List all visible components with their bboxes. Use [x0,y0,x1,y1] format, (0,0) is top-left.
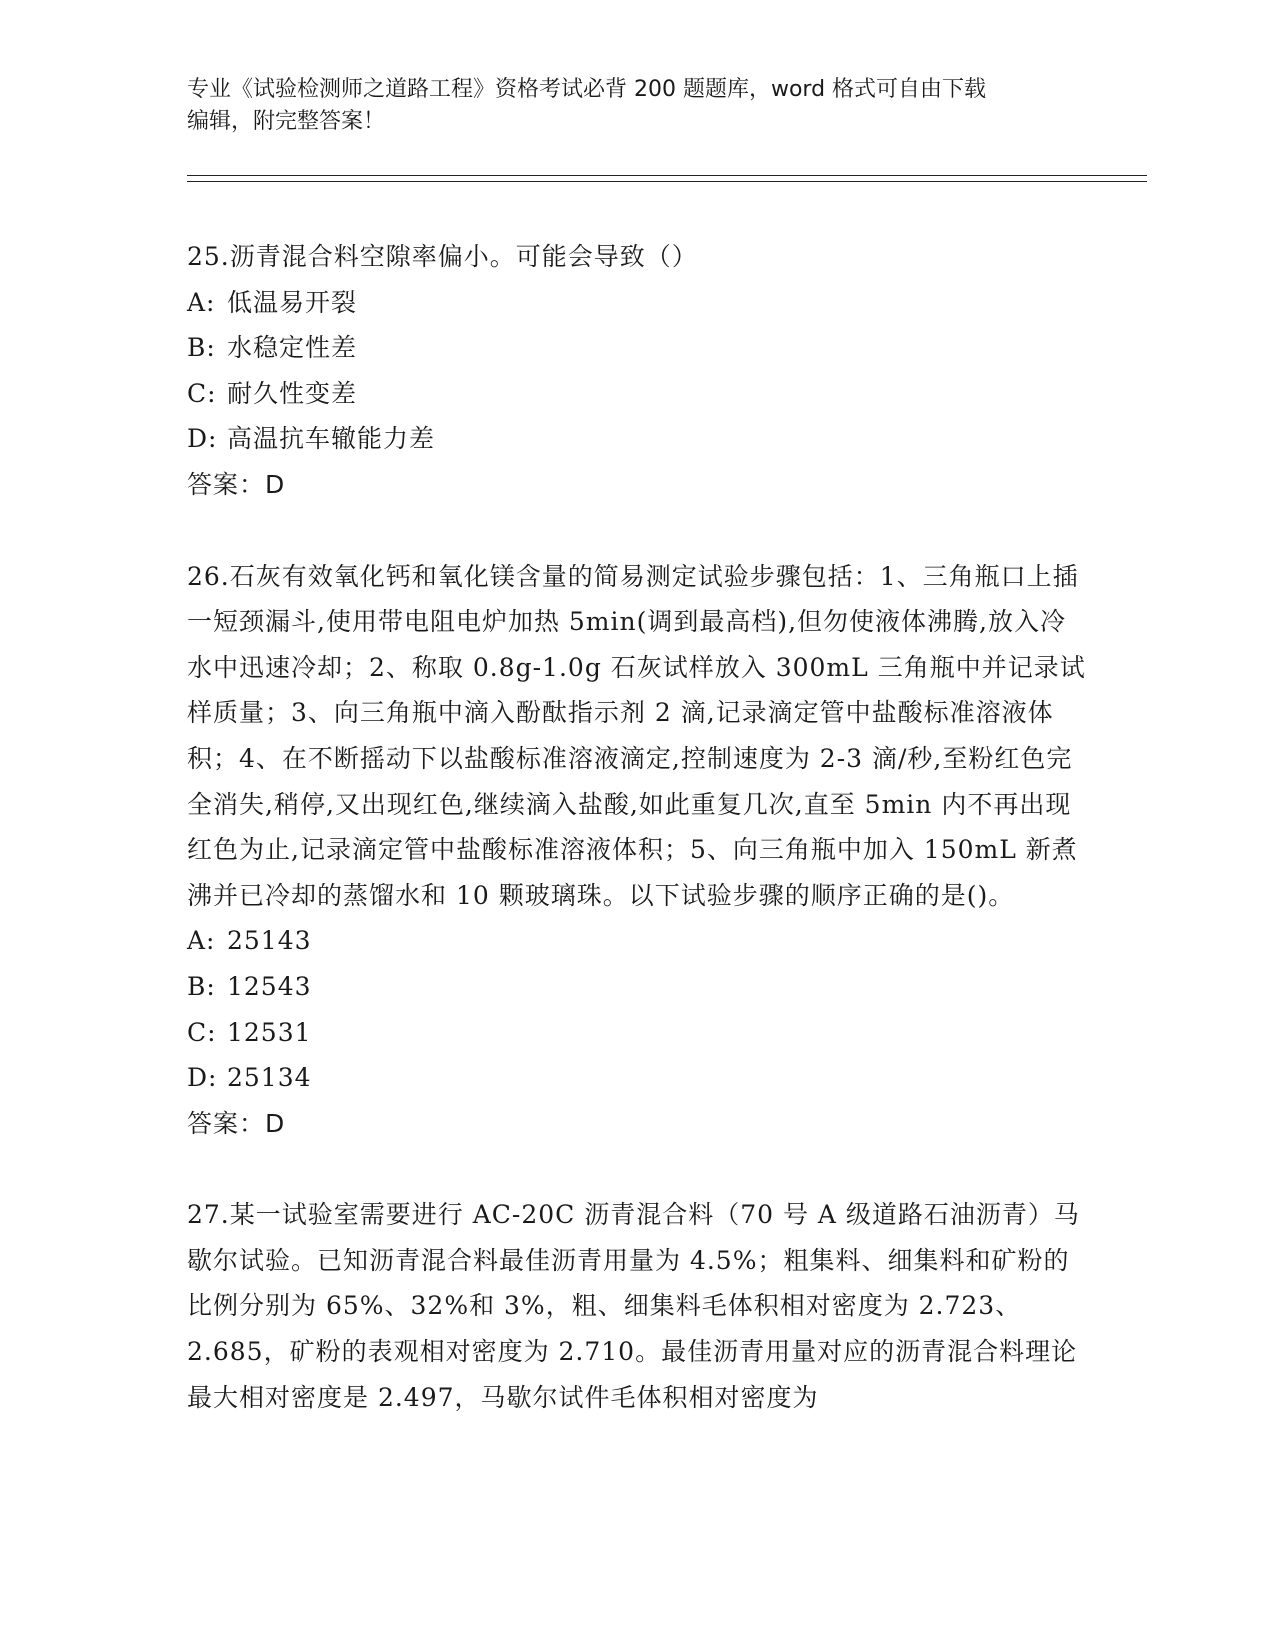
option-letter: A: [187,287,216,317]
header-line-1: 专业《试验检测师之道路工程》资格考试必背 200 题题库，word 格式可自由下载 [187,77,987,102]
question-27 [187,1192,1087,1420]
question-stem: 25.沥青混合料空隙率偏小。可能会导致（） [187,242,698,271]
option-text: 水稳定性差 [227,333,358,363]
document-header [187,74,1067,138]
option-b [187,964,1087,1010]
answer-line: 答案：D [187,1108,286,1138]
question-stem: 26.石灰有效氧化钙和氧化镁含量的简易测定试验步骤包括：1、三角瓶口上插一短颈漏斗,使用带电阻电炉加热 5min(调到最高档),但勿使液体沸腾,放入冷水中迅速冷却；2、称取 0.8g-1.0g 石灰试样放入 300mL 三角瓶中并记录试样质量；3、向三角瓶中滴入酚酞指示剂 2 滴,记录滴定管中盐酸标准溶液体积；4、在不断摇动下以盐酸标准溶液滴定,控制速度为 2-3 滴/秒,至粉红色完全消失,稍停,又出现红色,继续滴入盐酸,如此重复几次,直至 5min 内不再出现红色为止,记录滴定管中盐酸标准溶液体积；5、向三角瓶中加入 150mL 新煮沸并已冷却的蒸馏水和 10 颗玻璃珠。以下试验步骤的顺序正确的是()。 [187,561,1086,910]
option-d [187,416,1087,462]
option-letter: D: [187,424,218,454]
question-stem: 27.某一试验室需要进行 AC-20C 沥青混合料（70 号 A 级道路石油沥青）马歇尔试验。已知沥青混合料最佳沥青用量为 4.5%；粗集料、细集料和矿粉的比例分别为 65%、32%和 3%，粗、细集料毛体积相对密度为 2.723、2.685，矿粉的表观相对密度为 2.710。最佳沥青用量对应的沥青混合料理论最大相对密度是 2.497，马歇尔试件毛体积相对密度为 [187,1200,1080,1412]
answer-line: 答案：D [187,469,286,499]
option-c [187,371,1087,417]
question-25 [187,234,1087,508]
option-text: 25134 [227,1063,312,1093]
option-letter: C: [187,1017,217,1047]
option-letter: B: [187,333,216,363]
option-letter: A: [187,926,216,956]
option-a [187,918,1087,964]
option-text: 低温易开裂 [227,287,358,317]
question-list [187,234,1087,1466]
header-divider-top [187,175,1147,176]
option-text: 12543 [227,971,312,1001]
option-text: 12531 [227,1017,312,1047]
option-letter: B: [187,971,216,1001]
option-text: 高温抗车辙能力差 [227,424,436,454]
option-d [187,1055,1087,1101]
header-divider-bottom [187,181,1147,182]
header-line-2: 编辑，附完整答案！ [187,109,386,134]
option-c [187,1010,1087,1056]
option-letter: C: [187,378,217,408]
option-letter: D: [187,1063,218,1093]
option-text: 25143 [227,926,312,956]
question-26 [187,554,1087,1147]
option-a [187,280,1087,326]
option-b [187,325,1087,371]
option-text: 耐久性变差 [227,378,358,408]
